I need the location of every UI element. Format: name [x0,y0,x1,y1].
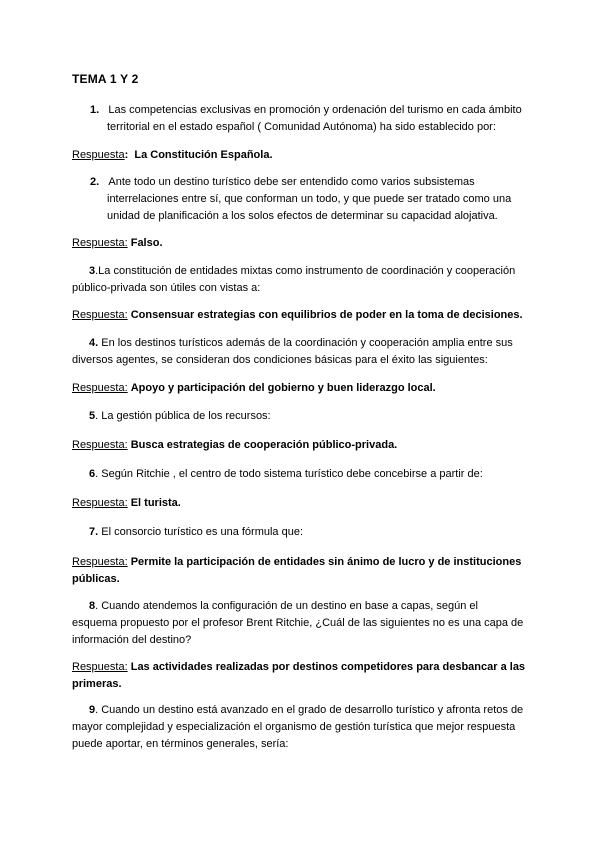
answer-6 [72,495,532,512]
question-5 [72,408,542,425]
answer-2 [72,235,532,252]
question-text-line: interrelaciones entre sí, que conforman un todo, y que puede ser tratado como una [107,193,512,205]
question-text-line: esquema propuesto por el profesor Brent Ritchie, ¿Cuál de las siguientes no es una capa de [72,617,524,629]
question-number: 4. [89,337,99,349]
answer-7 [72,554,532,588]
answer-text: Las actividades realizadas por destinos competidores para desbancar a las primeras. [72,661,526,690]
question-9 [72,702,542,753]
answer-text: Busca estrategias de cooperación público-privada. [130,439,398,451]
answer-4 [72,380,532,397]
question-text-line: información del destino? [72,634,192,646]
question-text-line: Las competencias exclusivas en promoción y ordenación del turismo en cada ámbito [108,104,522,116]
question-text-line: mayor complejidad y especialización el organismo de gestión turística que mejor respuesta [72,721,516,733]
question-text-line: puede aportar, en términos generales, sería: [72,738,289,750]
question-6 [72,466,542,483]
question-text-line: Ante todo un destino turístico debe ser entendido como varios subsistemas [108,176,475,188]
question-text-line: . Cuando un destino está avanzado en el grado de desarrollo turístico y afronta retos de [95,704,524,716]
answer-label: Respuesta: [72,556,128,568]
question-text-line: . La gestión pública de los recursos: [95,410,271,422]
answer-text: Apoyo y participación del gobierno y buen liderazgo local. [130,382,436,394]
answer-label: Respuesta: [72,382,128,394]
question-4 [72,335,542,369]
question-text-line: En los destinos turísticos además de la coordinación y cooperación amplia entre sus [98,337,513,349]
question-number: 7. [89,526,99,538]
answer-label: Respuesta: [72,309,128,321]
answer-label: Respuesta: [72,237,128,249]
question-8 [72,598,542,649]
question-text-line: público-privada son útiles con vistas a: [72,282,261,294]
answer-3 [72,307,532,324]
question-text-line: . Cuando atendemos la configuración de un destino en base a capas, según el [95,600,478,612]
answer-label: Respuesta: [72,439,128,451]
question-3 [72,263,542,297]
answer-text: Permite la participación de entidades sin ánimo de lucro y de instituciones públicas. [72,556,522,585]
answer-label: Respuesta [72,149,125,161]
question-text-line: diversos agentes, se consideran dos condiciones básicas para el éxito las siguientes: [72,354,488,366]
question-7 [72,524,542,541]
question-text-line: El consorcio turístico es una fórmula que: [98,526,304,538]
question-1 [90,102,550,136]
answer-text: Consensuar estrategias con equilibrios de poder en la toma de decisiones. [130,309,523,321]
question-2 [90,174,550,225]
question-text-line: unidad de planificación a los solos efectos de determinar su capacidad alojativa. [107,210,498,222]
page-title: TEMA 1 Y 2 [72,72,139,86]
answer-label: Respuesta: [72,497,128,509]
question-text-line: territorial en el estado español ( Comunidad Autónoma) ha sido establecido por: [107,121,496,133]
question-number: 2. [90,176,100,188]
question-text-line: .La constitución de entidades mixtas como instrumento de coordinación y cooperación [95,265,516,277]
question-number: 9 [89,704,96,716]
answer-text: La Constitución Española. [134,149,273,161]
question-number: 6 [89,468,96,480]
answer-separator: : [124,149,135,161]
answer-text: El turista. [130,497,181,509]
answer-1 [72,147,532,164]
answer-5 [72,437,532,454]
answer-8 [72,659,527,693]
answer-label: Respuesta: [72,661,128,673]
question-text-line: . Según Ritchie , el centro de todo sistema turístico debe concebirse a partir de: [95,468,483,480]
answer-text: Falso. [130,237,163,249]
question-number: 3 [89,265,96,277]
question-number: 8 [89,600,96,612]
question-number: 5 [89,410,96,422]
question-number: 1. [90,104,100,116]
